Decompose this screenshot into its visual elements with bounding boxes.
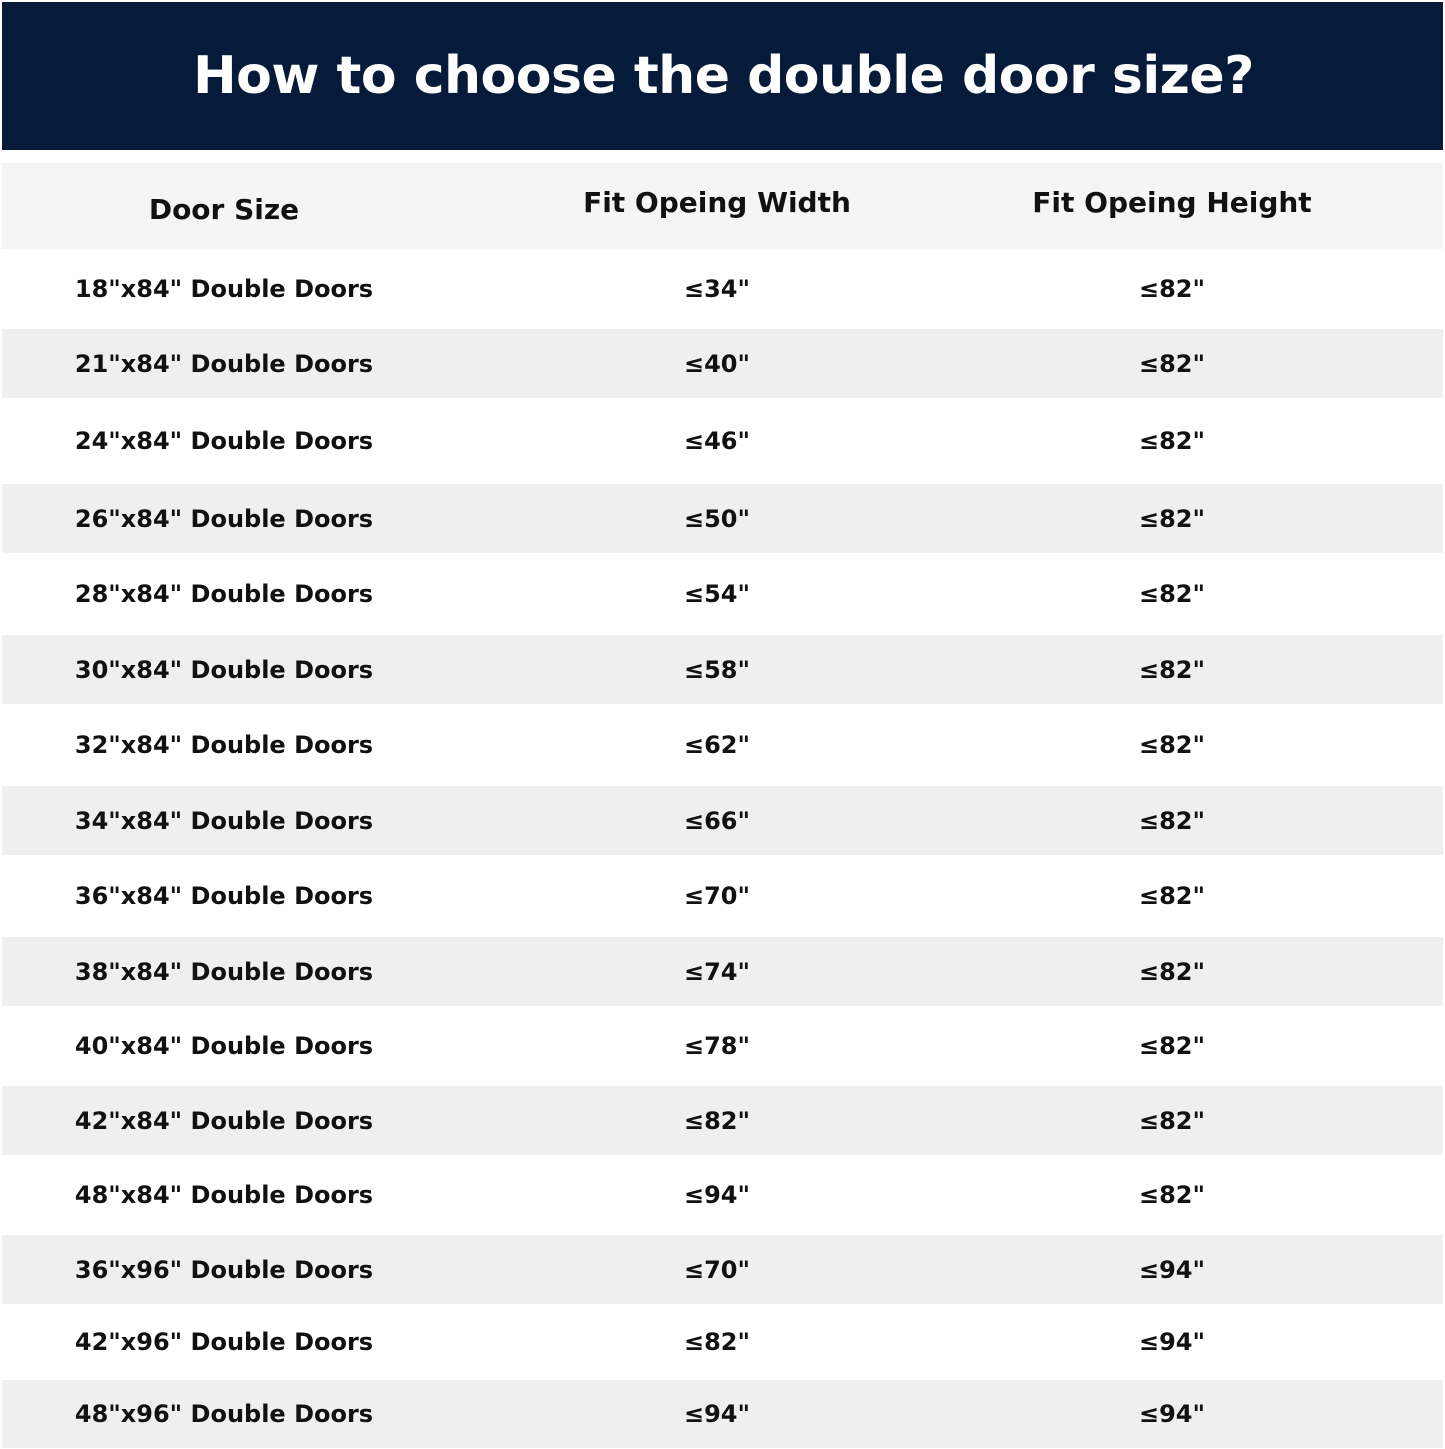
fit-width-cell: ≤94" <box>683 1181 750 1209</box>
fit-height-cell: ≤82" <box>1138 806 1205 835</box>
table-row <box>2 329 1443 398</box>
fit-width-cell: ≤54" <box>683 580 750 608</box>
table-row <box>2 553 1443 635</box>
table-row <box>2 855 1443 937</box>
page-title: How to choose the double door size? <box>193 46 1254 106</box>
door-size-cell: 30"x84" Double Doors <box>74 655 374 684</box>
fit-height-cell: ≤94" <box>1138 1328 1205 1356</box>
table-row <box>2 484 1443 553</box>
door-size-table <box>2 163 1443 1448</box>
fit-width-cell: ≤34" <box>683 275 750 303</box>
fit-width-cell: ≤58" <box>683 655 750 684</box>
table-row <box>2 1086 1443 1155</box>
table-row <box>2 1380 1443 1448</box>
fit-width-cell: ≤46" <box>683 427 750 455</box>
table-row <box>2 1235 1443 1304</box>
door-size-cell: 24"x84" Double Doors <box>74 427 374 455</box>
table-row <box>2 1006 1443 1086</box>
fit-width-cell: ≤70" <box>683 1255 750 1284</box>
door-size-cell: 18"x84" Double Doors <box>74 275 374 303</box>
door-size-cell: 48"x84" Double Doors <box>74 1181 374 1209</box>
fit-height-cell: ≤82" <box>1138 349 1205 378</box>
door-size-cell: 42"x96" Double Doors <box>74 1328 374 1356</box>
door-size-cell: 42"x84" Double Doors <box>74 1106 374 1135</box>
table-header <box>2 163 1443 249</box>
fit-height-cell: ≤82" <box>1138 882 1205 910</box>
door-size-cell: 36"x96" Double Doors <box>74 1255 374 1284</box>
column-header-width: Fit Opeing Width <box>583 185 851 219</box>
door-size-cell: 40"x84" Double Doors <box>74 1032 374 1060</box>
fit-width-cell: ≤82" <box>683 1106 750 1135</box>
fit-height-cell: ≤82" <box>1138 504 1205 533</box>
table-row <box>2 398 1443 484</box>
door-size-cell: 26"x84" Double Doors <box>74 504 374 533</box>
table-row <box>2 704 1443 786</box>
table-row <box>2 1155 1443 1235</box>
table-row <box>2 786 1443 855</box>
table-row <box>2 249 1443 329</box>
door-size-cell: 48"x96" Double Doors <box>74 1400 374 1428</box>
fit-height-cell: ≤82" <box>1138 1106 1205 1135</box>
door-size-cell: 36"x84" Double Doors <box>74 882 374 910</box>
table-row <box>2 1304 1443 1380</box>
fit-width-cell: ≤66" <box>683 806 750 835</box>
table-row <box>2 937 1443 1006</box>
fit-width-cell: ≤50" <box>683 504 750 533</box>
door-size-cell: 34"x84" Double Doors <box>74 806 374 835</box>
title-banner <box>2 2 1443 150</box>
fit-height-cell: ≤82" <box>1138 1032 1205 1060</box>
table-row <box>2 635 1443 704</box>
fit-width-cell: ≤74" <box>683 957 750 986</box>
fit-width-cell: ≤82" <box>683 1328 750 1356</box>
door-size-cell: 32"x84" Double Doors <box>74 731 374 759</box>
fit-width-cell: ≤40" <box>683 349 750 378</box>
column-header-door-size: Door Size <box>148 192 300 226</box>
fit-width-cell: ≤70" <box>683 882 750 910</box>
fit-height-cell: ≤82" <box>1138 1181 1205 1209</box>
column-header-height: Fit Opeing Height <box>1032 185 1312 219</box>
fit-height-cell: ≤82" <box>1138 580 1205 608</box>
fit-height-cell: ≤82" <box>1138 655 1205 684</box>
fit-height-cell: ≤94" <box>1138 1400 1205 1428</box>
door-size-cell: 38"x84" Double Doors <box>74 957 374 986</box>
fit-width-cell: ≤78" <box>683 1032 750 1060</box>
fit-width-cell: ≤94" <box>683 1400 750 1428</box>
fit-height-cell: ≤94" <box>1138 1255 1205 1284</box>
fit-height-cell: ≤82" <box>1138 275 1205 303</box>
door-size-cell: 21"x84" Double Doors <box>74 349 374 378</box>
fit-height-cell: ≤82" <box>1138 427 1205 455</box>
fit-height-cell: ≤82" <box>1138 731 1205 759</box>
fit-height-cell: ≤82" <box>1138 957 1205 986</box>
fit-width-cell: ≤62" <box>683 731 750 759</box>
door-size-cell: 28"x84" Double Doors <box>74 580 374 608</box>
table-body <box>2 249 1443 1448</box>
